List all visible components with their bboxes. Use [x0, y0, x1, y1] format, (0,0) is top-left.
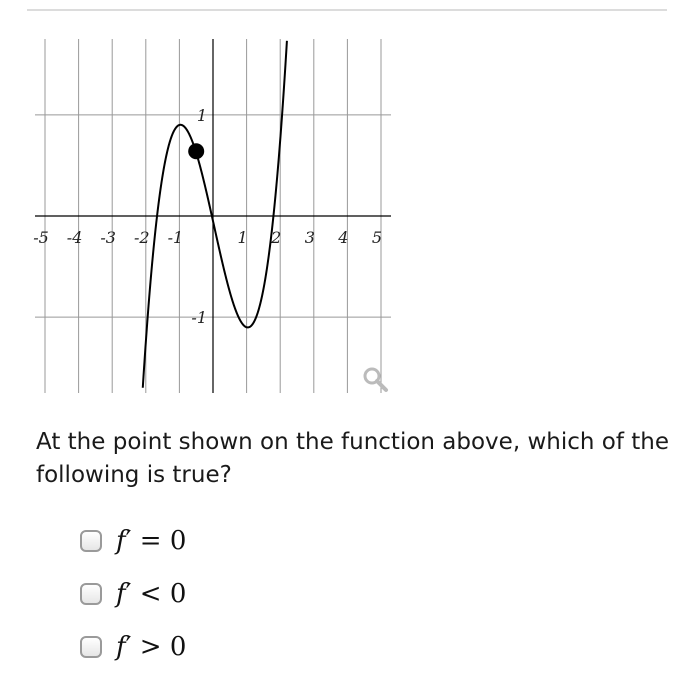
option-label: f′ > 0 — [116, 631, 187, 662]
x-tick-label: -4 — [66, 228, 83, 247]
highlighted-point — [188, 143, 204, 159]
option-label: f′ < 0 — [116, 578, 187, 609]
option-label: f′ = 0 — [116, 525, 187, 556]
answer-options — [80, 514, 186, 673]
x-tick-label: -1 — [167, 228, 184, 247]
y-tick-label: 1 — [196, 105, 207, 125]
x-tick-label: 5 — [371, 228, 383, 247]
magnifier-icon[interactable] — [360, 364, 390, 394]
option-f-prime-greater-than-zero[interactable] — [80, 620, 186, 673]
x-tick-label: 2 — [271, 228, 282, 247]
option-f-prime-equals-zero[interactable] — [80, 514, 186, 567]
x-tick-label: 4 — [338, 228, 349, 247]
x-tick-label: -5 — [33, 228, 49, 247]
x-tick-label: -3 — [100, 228, 116, 247]
function-curve — [143, 41, 287, 388]
x-tick-label: 3 — [304, 228, 315, 247]
x-tick-label: -2 — [134, 228, 150, 247]
checkbox[interactable] — [80, 530, 102, 552]
option-f-prime-less-than-zero[interactable] — [80, 567, 186, 620]
axes — [35, 39, 391, 393]
checkbox[interactable] — [80, 583, 102, 605]
y-tick-label: -1 — [191, 308, 207, 328]
checkbox[interactable] — [80, 636, 102, 658]
x-tick-label: 1 — [237, 228, 248, 247]
question-text: At the point shown on the function above, which of the following is true? — [36, 429, 669, 488]
